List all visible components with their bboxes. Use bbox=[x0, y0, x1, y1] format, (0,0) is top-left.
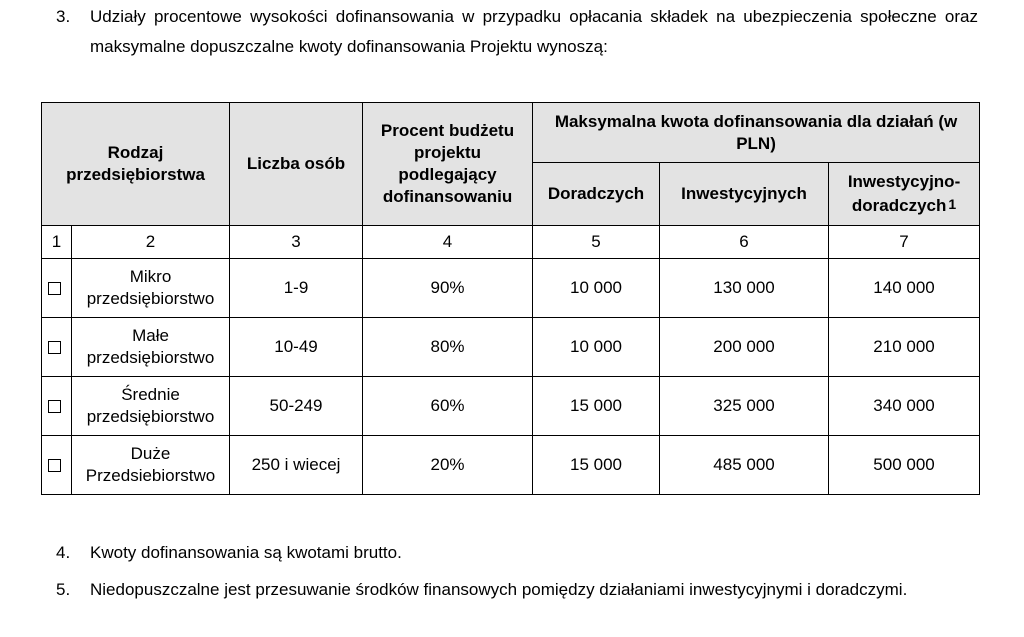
people-cell: 250 i wiecej bbox=[230, 436, 363, 495]
enterprise-type-cell: Duże Przedsiebiorstwo bbox=[72, 436, 230, 495]
paragraph-text: Udziały procentowe wysokości dofinansowania w przypadku opłacania składek na ubezpieczenia społeczne oraz maksymalne dopuszczalne kwoty dofinansowania Projektu wynoszą: bbox=[90, 7, 978, 56]
paragraph-text: Niedopuszczalne jest przesuwanie środków finansowych pomiędzy działaniami inwestycyjnymi i doradczymi. bbox=[90, 580, 908, 599]
paragraph-number: 3. bbox=[56, 7, 71, 26]
column-number: 6 bbox=[660, 226, 829, 259]
checkbox-cell bbox=[42, 436, 72, 495]
table-row bbox=[42, 436, 980, 495]
percent-cell: 80% bbox=[363, 318, 533, 377]
header-investment: Inwestycyjnych bbox=[660, 163, 829, 226]
paragraph-text: Kwoty dofinansowania są kwotami brutto. bbox=[90, 543, 402, 562]
header-people-count: Liczba osób bbox=[230, 103, 363, 226]
percent-cell: 20% bbox=[363, 436, 533, 495]
people-cell: 10-49 bbox=[230, 318, 363, 377]
paragraph-5 bbox=[56, 575, 978, 605]
column-number: 7 bbox=[829, 226, 980, 259]
investment-advisory-cell: 500 000 bbox=[829, 436, 980, 495]
funding-table bbox=[41, 102, 980, 495]
checkbox-medium[interactable] bbox=[48, 400, 61, 413]
header-max-amount: Maksymalna kwota dofinansowania dla działań (w PLN) bbox=[533, 103, 980, 163]
header-advisory: Doradczych bbox=[533, 163, 660, 226]
table-row bbox=[42, 377, 980, 436]
column-number: 3 bbox=[230, 226, 363, 259]
enterprise-type-cell: Małe przedsiębiorstwo bbox=[72, 318, 230, 377]
footnote-marker: 1 bbox=[948, 196, 957, 212]
table-row bbox=[42, 259, 980, 318]
paragraph-number: 5. bbox=[56, 580, 71, 599]
investment-advisory-cell: 140 000 bbox=[829, 259, 980, 318]
column-number-row bbox=[42, 226, 980, 259]
column-number: 4 bbox=[363, 226, 533, 259]
investment-advisory-cell: 340 000 bbox=[829, 377, 980, 436]
advisory-cell: 15 000 bbox=[533, 436, 660, 495]
checkbox-cell bbox=[42, 318, 72, 377]
investment-advisory-cell: 210 000 bbox=[829, 318, 980, 377]
percent-cell: 60% bbox=[363, 377, 533, 436]
header-investment-advisory-label: Inwestycyjno-doradczych bbox=[847, 172, 961, 215]
checkbox-large[interactable] bbox=[48, 459, 61, 472]
header-enterprise-type: Rodzaj przedsiębiorstwa bbox=[42, 103, 230, 226]
checkbox-micro[interactable] bbox=[48, 282, 61, 295]
paragraph-3 bbox=[56, 2, 978, 62]
checkbox-small[interactable] bbox=[48, 341, 61, 354]
advisory-cell: 15 000 bbox=[533, 377, 660, 436]
checkbox-cell bbox=[42, 377, 72, 436]
investment-cell: 130 000 bbox=[660, 259, 829, 318]
paragraph-number: 4. bbox=[56, 543, 71, 562]
people-cell: 1-9 bbox=[230, 259, 363, 318]
checkbox-cell bbox=[42, 259, 72, 318]
people-cell: 50-249 bbox=[230, 377, 363, 436]
header-budget-percent: Procent budżetu projektu podlegający dofinansowaniu bbox=[363, 103, 533, 226]
investment-cell: 200 000 bbox=[660, 318, 829, 377]
enterprise-type-cell: Średnie przedsiębiorstwo bbox=[72, 377, 230, 436]
percent-cell: 90% bbox=[363, 259, 533, 318]
column-number: 5 bbox=[533, 226, 660, 259]
column-number: 1 bbox=[42, 226, 72, 259]
paragraph-4 bbox=[56, 538, 978, 568]
investment-cell: 485 000 bbox=[660, 436, 829, 495]
enterprise-type-cell: Mikro przedsiębiorstwo bbox=[72, 259, 230, 318]
investment-cell: 325 000 bbox=[660, 377, 829, 436]
header-investment-advisory bbox=[829, 163, 980, 226]
column-number: 2 bbox=[72, 226, 230, 259]
table-row bbox=[42, 318, 980, 377]
advisory-cell: 10 000 bbox=[533, 259, 660, 318]
advisory-cell: 10 000 bbox=[533, 318, 660, 377]
